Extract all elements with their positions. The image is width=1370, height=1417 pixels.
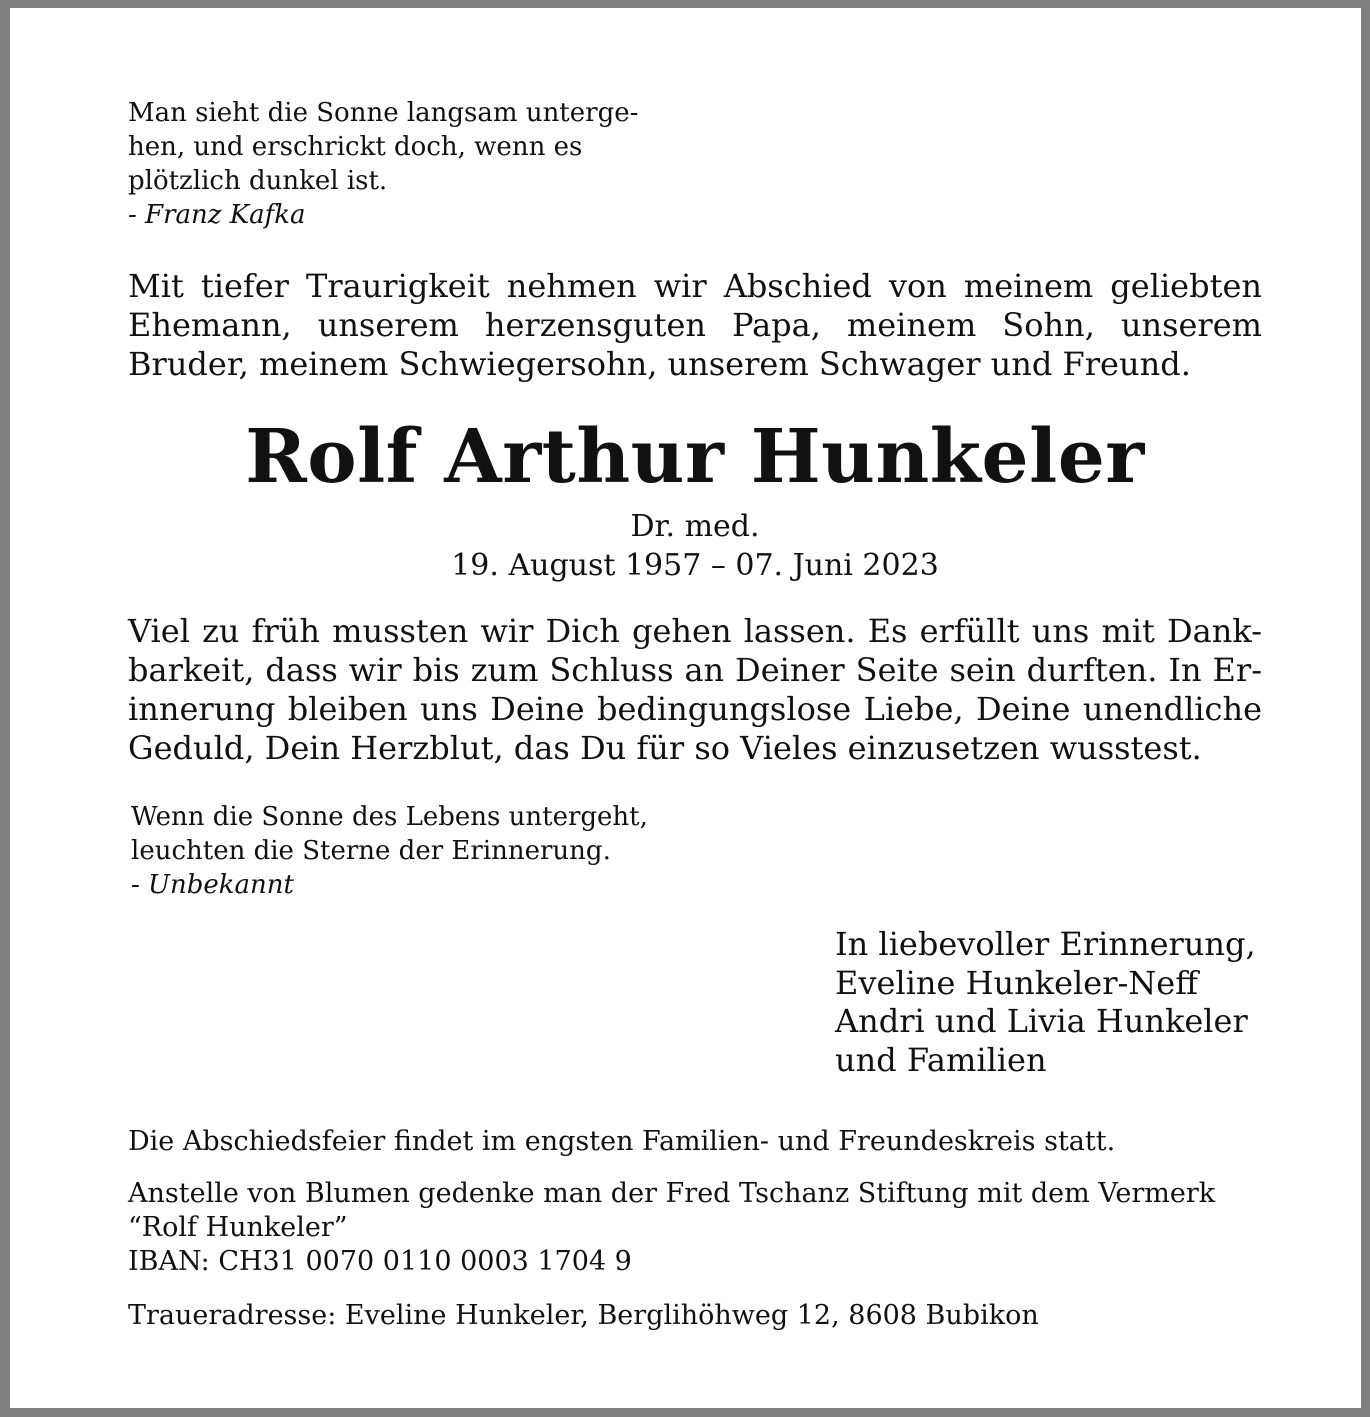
deceased-name: Rolf Arthur Hunkeler bbox=[245, 414, 1145, 500]
ceremony-notice bbox=[128, 1125, 1115, 1159]
tribute-line: Geduld, Dein Herzblut, das Du für so Vieles einzusetzen wusstest. bbox=[128, 729, 1202, 767]
tribute-paragraph bbox=[128, 612, 1262, 768]
signoff-line: In liebevoller Erinnerung, bbox=[835, 925, 1256, 963]
donation-text: Anstelle von Blumen gedenke man der Fred Tschanz Stiftung mit dem Vermerk bbox=[128, 1178, 1216, 1209]
intro-paragraph bbox=[128, 267, 1262, 384]
closing-quote bbox=[131, 800, 648, 902]
opening-quote-line: hen, und erschrickt doch, wenn es bbox=[128, 132, 583, 162]
deceased-title: Dr. med. bbox=[630, 509, 760, 544]
intro-line: Mit tiefer Traurigkeit nehmen wir Abschied von meinem geliebten bbox=[128, 267, 1262, 305]
tribute-line: barkeit, dass wir bis zum Schluss an Deiner Seite sein durften. In Er- bbox=[128, 651, 1262, 689]
opening-quote-author: - Franz Kafka bbox=[128, 200, 306, 230]
intro-line: Ehemann, unserem herzensguten Papa, meinem Sohn, unserem bbox=[128, 306, 1262, 344]
signoff-line: Andri und Livia Hunkeler bbox=[835, 1002, 1248, 1040]
closing-quote-author: - Unbekannt bbox=[131, 870, 294, 900]
signoff-line: Eveline Hunkeler-Neff bbox=[835, 963, 1198, 1002]
closing-quote-line: Wenn die Sonne des Lebens untergeht, bbox=[131, 802, 648, 832]
tribute-line: Viel zu früh mussten wir Dich gehen lassen. Es erfüllt uns mit Dank- bbox=[128, 612, 1262, 650]
opening-quote-line: Man sieht die Sonne langsam unterge- bbox=[128, 98, 639, 128]
mourning-address bbox=[128, 1299, 1039, 1333]
opening-quote bbox=[128, 96, 638, 232]
ceremony-text: Die Abschiedsfeier findet im engsten Familien- und Freundeskreis statt. bbox=[128, 1126, 1116, 1157]
opening-quote-line: plötzlich dunkel ist. bbox=[128, 166, 388, 196]
closing-quote-line: leuchten die Sterne der Erinnerung. bbox=[131, 836, 611, 866]
intro-line: Bruder, meinem Schwiegersohn, unserem Schwager und Freund. bbox=[128, 345, 1191, 383]
address-text: Traueradresse: Eveline Hunkeler, Berglihöhweg 12, 8608 Bubikon bbox=[128, 1300, 1039, 1331]
donation-reference: “Rolf Hunkeler” bbox=[128, 1212, 348, 1243]
family-signoff bbox=[835, 925, 1256, 1079]
signoff-line: und Familien bbox=[835, 1040, 1047, 1079]
life-dates: 19. August 1957 – 07. Juni 2023 bbox=[451, 548, 939, 583]
donation-notice bbox=[128, 1177, 1215, 1279]
iban: IBAN: CH31 0070 0110 0003 1704 9 bbox=[128, 1246, 632, 1277]
tribute-line: innerung bleiben uns Deine bedingungslose Liebe, Deine unendliche bbox=[128, 690, 1262, 728]
